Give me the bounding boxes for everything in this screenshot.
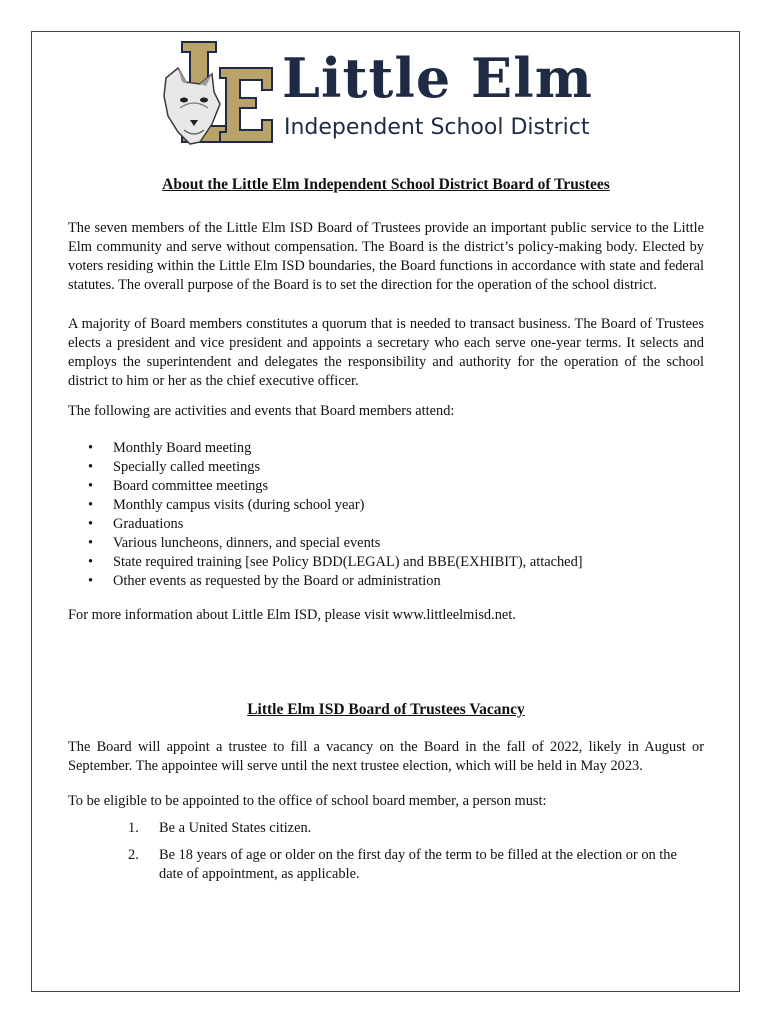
list-item bbox=[68, 846, 704, 884]
wolf-monogram-icon bbox=[160, 38, 278, 150]
more-info-text: For more information about Little Elm ISD, please visit www.littleelmisd.net. bbox=[68, 607, 516, 623]
list-item: • Various luncheons, dinners, and special events bbox=[88, 535, 381, 551]
activity-text: Board committee meetings bbox=[113, 478, 269, 494]
activity-text: Graduations bbox=[113, 516, 184, 532]
requirement-text: Be 18 years of age or older on the first day of the term to be filled at the election or on the date of appointment, as applicable. bbox=[159, 847, 677, 882]
about-paragraph-2: A majority of Board members constitutes a quorum that is needed to transact business. The Board of Trustees elects a president and vice president and appoints a secretary who each serve one-year terms. It selects and employs the superintendent and delegates the responsibility and authority for the operation of the school district to him or her as the chief executive officer. bbox=[68, 316, 704, 389]
section-heading-vacancy: Little Elm ISD Board of Trustees Vacancy bbox=[247, 701, 525, 718]
list-item bbox=[68, 819, 704, 838]
activity-text: Specially called meetings bbox=[113, 459, 261, 475]
activity-text: Monthly Board meeting bbox=[113, 440, 252, 456]
list-item: • State required training [see Policy BDD(LEGAL) and BBE(EXHIBIT), attached] bbox=[88, 554, 583, 570]
activity-text: Monthly campus visits (during school year) bbox=[113, 497, 365, 513]
activity-text: Various luncheons, dinners, and special events bbox=[113, 535, 381, 551]
item-number: 2. bbox=[128, 847, 139, 863]
eligibility-intro: To be eligible to be appointed to the office of school board member, a person must: bbox=[68, 793, 547, 809]
logo-name: Little Elm bbox=[282, 46, 593, 110]
requirements-list bbox=[68, 819, 704, 884]
logo-subtitle: Independent School District bbox=[284, 115, 590, 140]
activity-text: State required training [see Policy BDD(LEGAL) and BBE(EXHIBIT), attached] bbox=[113, 554, 583, 570]
section-heading-about: About the Little Elm Independent School District Board of Trustees bbox=[162, 176, 610, 193]
list-item: • Other events as requested by the Board or administration bbox=[88, 573, 441, 589]
list-item: • Graduations bbox=[88, 516, 184, 532]
list-item: • Board committee meetings bbox=[88, 478, 269, 494]
item-number: 1. bbox=[128, 820, 139, 836]
requirement-text: Be a United States citizen. bbox=[159, 820, 312, 836]
list-item: • Specially called meetings bbox=[88, 459, 261, 475]
list-item: • Monthly campus visits (during school year) bbox=[88, 497, 365, 513]
about-paragraph-1: The seven members of the Little Elm ISD Board of Trustees provide an important public service to the Little Elm community and serve without compensation. The Board is the district’s policy-making body. Elected by voters residing within the Little Elm ISD boundaries, the Board functions in accordance with state and federal statutes. The overall purpose of the Board is to set the direction for the operation of the school district. bbox=[68, 220, 704, 293]
vacancy-paragraph: The Board will appoint a trustee to fill a vacancy on the Board in the fall of 2022, likely in August or September. The appointee will serve until the next trustee election, which will be held in May 2023. bbox=[68, 739, 704, 774]
list-item: • Monthly Board meeting bbox=[88, 440, 252, 456]
district-logo bbox=[160, 38, 610, 150]
activity-text: Other events as requested by the Board or administration bbox=[113, 573, 441, 589]
activities-list bbox=[68, 439, 704, 591]
activities-intro: The following are activities and events that Board members attend: bbox=[68, 403, 455, 419]
